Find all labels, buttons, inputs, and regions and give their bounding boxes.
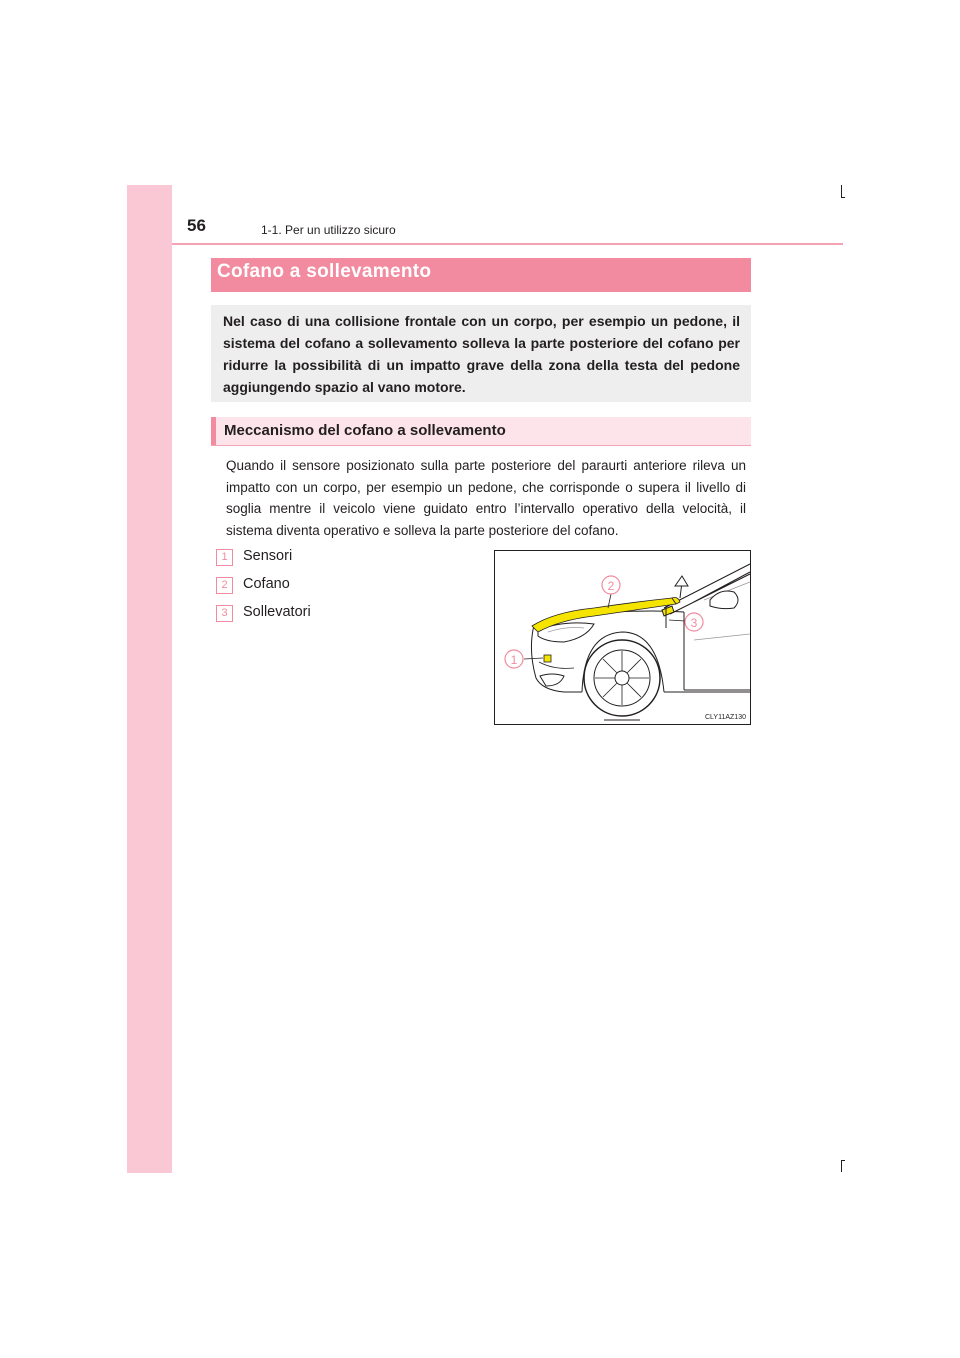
intro-text: Nel caso di una collisione frontale con un corpo, per esempio un pedone, il sistema del cofano a sollevamento solleva la parte posteriore del cofano per ridurre la possibilità di un impatto grave della zona della testa del pedone aggiungendo spazio al vano motore. xyxy=(223,313,740,395)
callout-1-label: 1 xyxy=(510,653,518,667)
item-number-badge: 3 xyxy=(216,605,233,622)
callout-1 xyxy=(505,650,523,668)
item-number-badge: 1 xyxy=(216,549,233,566)
callout-2-label: 2 xyxy=(607,579,615,593)
page-number: 56 xyxy=(187,216,206,235)
item-number-badge: 2 xyxy=(216,577,233,594)
callout-2 xyxy=(602,576,620,594)
callout-3-label: 3 xyxy=(690,616,698,630)
section-title: Cofano a sollevamento xyxy=(217,261,432,282)
section-title-bar xyxy=(211,258,751,292)
figure-code: CLY11AZ130 xyxy=(705,714,746,721)
crop-mark-top-tick xyxy=(841,197,845,198)
intro-box xyxy=(211,305,751,402)
item-label: Cofano xyxy=(243,576,290,592)
subsection-title-bar xyxy=(211,417,751,446)
item-label: Sollevatori xyxy=(243,604,311,620)
callout-3 xyxy=(685,613,703,631)
crop-mark-bottom xyxy=(841,1160,842,1172)
crop-mark-bottom-tick xyxy=(841,1160,845,1161)
crop-mark-top xyxy=(841,185,842,197)
chapter-title: 1-1. Per un utilizzo sicuro xyxy=(261,223,396,237)
item-label: Sensori xyxy=(243,548,293,564)
pop-up-hood-illustration xyxy=(494,550,751,725)
side-color-strip xyxy=(127,185,172,1173)
subsection-title: Meccanismo del cofano a sollevamento xyxy=(224,422,506,439)
header-divider xyxy=(172,243,843,245)
subsection-accent xyxy=(211,417,216,445)
subsection-body: Quando il sensore posizionato sulla parte posteriore del paraurti anteriore rileva un impatto con un corpo, per esempio un pedone, che corrisponde o supera il livello di soglia mentre il veicolo viene guidato entro l’intervallo operativo della velocità, il sistema diventa operativo e solleva la parte posteriore del cofano. xyxy=(226,458,746,538)
